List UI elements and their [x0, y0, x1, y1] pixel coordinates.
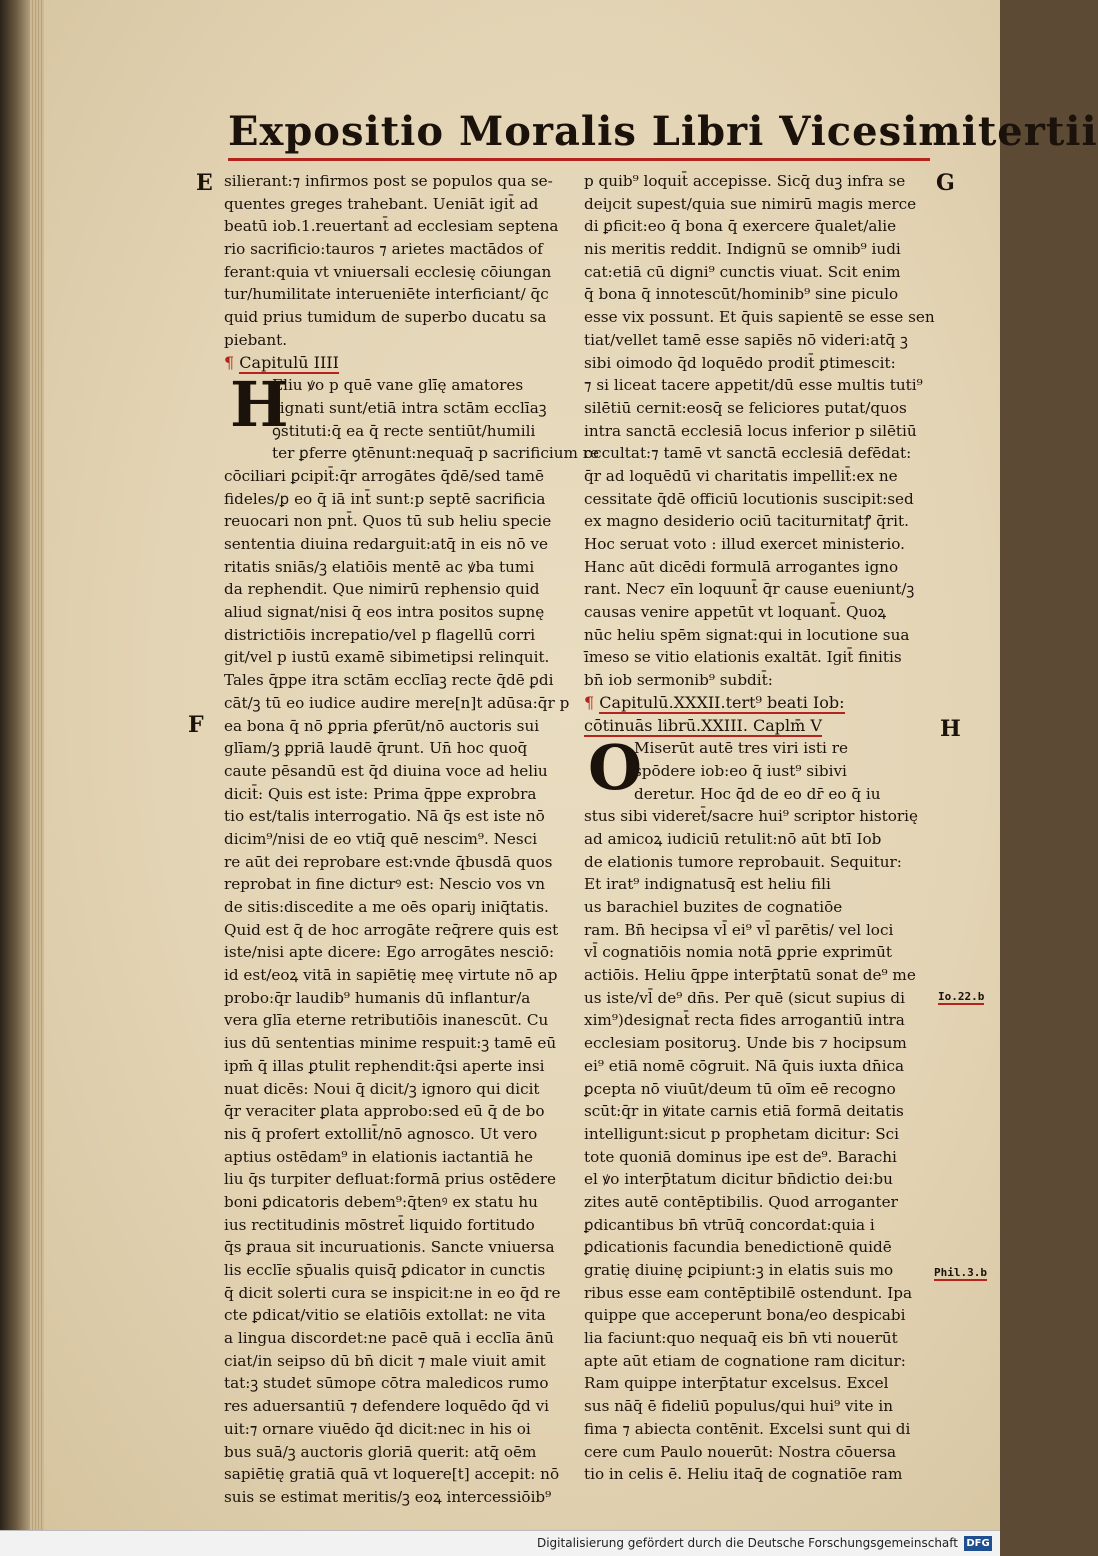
text-line: esse vix possunt. Et q̄uis sapientē se esse sen: [584, 308, 935, 327]
text-line: silētiū cernit:eosq̄ se feliciores putat/quos: [584, 398, 907, 417]
text-line: ius rectitudinis mōstret̄ liquido fortitudo: [224, 1215, 535, 1234]
text-line: tat:ꝫ studet sūmope cōtra maledicos rumo: [224, 1374, 549, 1393]
margin-ref-phil: Phil.3.b: [934, 1266, 987, 1279]
text-line: spōdere iob:eo q̄ iust⁹ sibivi: [634, 761, 847, 780]
text-line: caute pēsandū est q̄d diuina voce ad heliu: [224, 761, 548, 780]
running-title: Expositio Moralis Libri Vicesimitertii: [228, 108, 1098, 155]
text-line: q̄r veraciter ꝑlata approbo:sed eū q̄ de bo: [224, 1102, 545, 1121]
text-line: actiōis. Heliu q̄ppe interp̄tatū sonat de⁹ me: [584, 966, 916, 985]
text-line: occultat:⁊ tamē vt sanctā ecclesiā defēdat:: [584, 444, 912, 463]
text-line: quippe que acceperunt bona/eo despicabi: [584, 1306, 906, 1325]
text-line: quentes greges trahebant. Ueniāt igit̄ ad: [224, 194, 539, 213]
text-line: ea bona q̄ nō ꝑpria ꝑferūt/nō auctoris sui: [224, 716, 540, 735]
text-line: res aduersantiū ⁊ defendere loquēdo q̄d vi: [224, 1397, 550, 1416]
text-line: ribus esse eam contēptibilē ostendunt. Ipa: [584, 1283, 912, 1302]
initial-block-right: [584, 731, 929, 805]
text-line: ritatis sniās/ꝫ elatiōis mentē ac ꝟba tumi: [224, 557, 535, 576]
text-line: scūt:q̄r in ꝟitate carnis etiā formā deitatis: [584, 1102, 904, 1121]
text-line: tio in celis ē. Heliu itaq̄ de cognatiōe ram: [584, 1465, 903, 1484]
text-line: deiȷcit supest/quia sue nimirū magis merce: [584, 194, 917, 213]
text-line: tote quoniā dominus ipe est de⁹. Barachi: [584, 1147, 897, 1166]
margin-ref-io: Io.22.b: [938, 990, 985, 1003]
text-line: deretur. Hoc q̄d de eo dr̄ eo q̄ iu: [634, 784, 881, 803]
text-line: liu q̄s turpiter defluat:formā prius ostēdere: [224, 1170, 557, 1189]
right-body-lines: [584, 805, 929, 1486]
left-body-lines: [224, 465, 569, 1509]
text-line: cte ꝑdicat/vitio se elatiōis extollat: ne vita: [224, 1306, 546, 1325]
text-line: da rephendit. Que nimirū rephensio quid: [224, 580, 540, 599]
text-line: nis meritis reddit. Indignū se omnib⁹ iudi: [584, 240, 901, 259]
text-line: Ram quippe interp̄tatur excelsus. Excel: [584, 1374, 889, 1393]
text-line: vl̄ cognatiōis nomia notā ꝑprie exprimūt: [584, 943, 893, 962]
text-line: Miserūt autē tres viri isti re: [634, 739, 848, 758]
text-line: ad amicoꝝ iudiciū retulit:nō aūt btī Iob: [584, 829, 882, 848]
text-line: sententia diuina redarguit:atq̄ in eis nō ve: [224, 535, 548, 553]
text-line: ciat/in seipso dū bn̄ dicit ⁊ male viuit amit: [224, 1351, 546, 1370]
text-line: fideles/ꝑ eo q̄ iā int̄ sunt:p septē sacrificia: [224, 489, 546, 508]
paragraph-mark-icon: ¶: [224, 352, 235, 372]
text-line: intra sanctā ecclesiā locus inferior p silētiū: [584, 421, 917, 440]
text-line: ecclesiam positoruꝫ. Unde bis ⁊ hocipsum: [584, 1034, 907, 1053]
text-line: q̄ dicit solerti cura se inspicit:ne in eo q̄d re: [224, 1283, 561, 1302]
text-line: cessitate q̄dē officiū locutionis suscipit:sed: [584, 489, 914, 508]
text-line: tur/humilitate interueniēte interficiant/ q̄c: [224, 285, 549, 304]
capitulum-label: Capitulū IIII: [239, 352, 339, 372]
text-line: el ꝟo interp̄tatum dicitur bn̄dictio dei:bu: [584, 1170, 893, 1189]
left-text-column: [224, 170, 599, 1509]
text-line: apte aūt etiam de cognatione ram dicitur:: [584, 1351, 906, 1370]
text-line: ⁊ si liceat tacere appetit/dū esse multis tuti⁹: [584, 376, 923, 395]
text-line: sibi oimodo q̄d loquēdo prodit̄ ꝑtimescit:: [584, 353, 896, 372]
right-top-lines: [584, 170, 935, 692]
text-line: ei⁹ etiā nomē cōgruit. Nā q̄uis iuxta dn̄ica: [584, 1056, 905, 1075]
text-line: beatū iob.1.reuertant̄ ad ecclesiam septena: [224, 217, 559, 236]
text-line: signati sunt/etiā intra sctām ecclīaꝫ: [272, 398, 547, 417]
text-line: a lingua discordet:ne pacē quā i ecclīa ānū: [224, 1329, 554, 1348]
text-line: nuat dicēs: Noui q̄ dicit/ꝫ ignoro qui dicit: [224, 1079, 540, 1098]
page-edges: [30, 0, 45, 1530]
text-line: īmeso se vitio elationis exaltāt. Igit̄ finitis: [584, 648, 902, 667]
text-line: glīam/ꝫ ꝑpriā laudē q̄runt. Un̄ hoc quoq̄: [224, 739, 528, 758]
initial-block-left: [224, 368, 599, 465]
margin-letter-g: G: [936, 170, 955, 196]
margin-letter-h: H: [940, 716, 961, 742]
text-line: districtiōis increpatio/vel p flagellū corri: [224, 625, 536, 644]
text-line: Hoc seruat voto : illud exercet ministerio.: [584, 535, 906, 553]
text-line: probo:q̄r laudib⁹ humanis dū inflantur/a: [224, 988, 531, 1007]
text-line: ex magno desiderio ociū taciturnitatꝭ q̄rit.: [584, 512, 909, 531]
text-line: dicim⁹/nisi de eo vtiq̄ quē nescim⁹. Nesci: [224, 829, 538, 848]
text-line: ter ꝑferre ꝯtēnunt:nequaq̄ p sacrificium re: [272, 444, 599, 463]
text-line: p quib⁹ loquit̄ accepisse. Sicq̄ duꝫ infra se: [584, 172, 906, 190]
text-line: ferant:quia vt vniuersali ecclesię cōiungan: [224, 262, 552, 281]
text-line: ꝯstituti:q̄ ea q̄ recte sentiūt/humili: [272, 421, 536, 440]
text-line: ꝑdicationis facundia benedictionē quidē: [584, 1238, 892, 1257]
capitulum-heading-right-1: [584, 692, 929, 715]
text-line: us iste/vl̄ de⁹ dn̄s. Per quē (sicut supius di: [584, 988, 905, 1007]
text-line: gratię diuinę ꝑcipiunt:ꝫ in elatis suis mo: [584, 1261, 894, 1279]
capitulum-line-1: Capitulū.XXXII.tert⁹ beati Iob:: [599, 692, 845, 712]
text-line: id est/eoꝝ vitā in sapiētię meę virtute nō ap: [224, 966, 558, 985]
text-line: de elationis tumore reprobauit. Sequitur:: [584, 852, 902, 871]
text-line: fima ⁊ abiecta contēnit. Excelsi sunt qui di: [584, 1419, 911, 1438]
capitulum-line-2: cōtinuās librū.XXIII. Caplm̄ V: [584, 715, 822, 735]
text-line: uit:⁊ ornare viuēdo q̄d dicit:nec in his oi: [224, 1419, 531, 1438]
text-line: cere cum Paulo nouerūt: Nostra cōuersa: [584, 1442, 897, 1461]
text-line: piebant.: [224, 330, 288, 349]
left-top-lines: [224, 170, 569, 352]
text-line: dicit̄: Quis est iste: Prima q̄ppe exprobra: [224, 784, 537, 803]
digitization-footer: [0, 1530, 1000, 1556]
text-line: suis se estimat meritis/ꝫ eoꝝ intercessiōib⁹: [224, 1487, 552, 1506]
text-line: ram. Bn̄ hecipsa vl̄ ei⁹ vl̄ parētis/ vel loci: [584, 920, 894, 939]
text-line: q̄ bona q̄ innotescūt/hominib⁹ sine piculo: [584, 285, 899, 304]
drop-cap-o: O: [588, 731, 643, 805]
text-line: cōciliari ꝑcipit̄:q̄r arrogātes q̄dē/sed tamē: [224, 466, 544, 485]
text-line: aptius ostēdam⁹ in elationis iactantiā he: [224, 1147, 533, 1166]
text-line: ius dū sententias minime respuit:ꝫ tamē eū: [224, 1034, 557, 1053]
footer-credit: Digitalisierung gefördert durch die Deutsche Forschungsgemeinschaft: [536, 1536, 958, 1550]
text-line: iste/nisi apte dicere: Ego arrogātes nesciō:: [224, 943, 555, 962]
text-line: cāt/ꝫ tū eo iudice audire mere[n]t adūsa:q̄r p: [224, 693, 570, 712]
right-text-column: [584, 170, 935, 1486]
text-line: nis q̄ profert extollit̄/nō agnosco. Ut vero: [224, 1124, 538, 1143]
text-line: re aūt dei reprobare est:vnde q̄busdā quos: [224, 852, 553, 871]
text-line: Eliu ꝟo p quē vane glīę amatores: [272, 376, 524, 395]
text-line: us barachiel buzites de cognatiōe: [584, 898, 843, 916]
text-line: bus suā/ꝫ auctoris gloriā querit: atq̄ oēm: [224, 1442, 537, 1461]
text-line: Quid est q̄ de hoc arrogāte req̄rere quis est: [224, 920, 559, 939]
text-line: ꝑcepta nō viuūt/deum tū oīm eē recogno: [584, 1079, 896, 1098]
text-line: zites autē contēptibilis. Quod arroganter: [584, 1192, 898, 1211]
text-line: quid prius tumidum de superbo ducatu sa: [224, 308, 547, 327]
text-line: bn̄ iob sermonib⁹ subdit̄:: [584, 671, 773, 690]
text-line: q̄r ad loquēdū vi charitatis impellit̄:ex ne: [584, 466, 898, 485]
title-rule: [228, 158, 930, 161]
text-line: vera glīa eterne retributiōis inanescūt. Cu: [224, 1011, 549, 1030]
text-line: de sitis:discedite a me oēs opariȷ iniq̄tatis.: [224, 898, 549, 916]
text-line: reuocari non pnt̄. Quos tū sub heliu specie: [224, 512, 552, 531]
text-line: rant. Nec⁊ eīn loquunt̄ q̄r cause eueniunt/ꝫ: [584, 580, 915, 599]
text-line: q̄s ꝑraua sit incuruationis. Sancte vniuersa: [224, 1238, 555, 1257]
text-line: di ꝑficit:eo q̄ bona q̄ exercere q̄ualet/alie: [584, 217, 897, 236]
text-line: reprobat in fine dicturꝰ est: Nescio vos vn: [224, 875, 546, 894]
text-line: rio sacrificio:tauros ⁊ arietes mactādos of: [224, 240, 543, 259]
text-line: nūc heliu spēm signat:qui in locutione sua: [584, 625, 910, 644]
text-line: lis ecclīe sp̄ualis quisq̄ ꝑdicator in cunctis: [224, 1261, 546, 1279]
dfg-logo: DFG: [964, 1536, 992, 1551]
text-line: cat:etiā cū digni⁹ cunctis viuat. Scit enim: [584, 262, 901, 281]
margin-letter-e: E: [196, 170, 213, 196]
text-line: xim⁹)designat̄ recta fides arrogantiū intra: [584, 1011, 905, 1030]
text-line: aliud signat/nisi q̄ eos intra positos supnę: [224, 603, 545, 622]
text-line: ipm̄ q̄ illas ꝑtulit rephendit:q̄si aperte insi: [224, 1056, 545, 1075]
text-line: Et irat⁹ indignatusq̄ est heliu fili: [584, 875, 831, 894]
text-line: Hanc aūt dicēdi formulā arrogantes igno: [584, 557, 899, 576]
text-line: sapiētię gratiā quā vt loquere[t] accepit: nō: [224, 1465, 560, 1484]
text-line: sus nāq̄ ē fideliū populus/qui hui⁹ vite in: [584, 1397, 894, 1416]
text-line: git/vel p iustū examē sibimetipsi relinquit.: [224, 648, 550, 667]
text-line: intelligunt:sicut p prophetam dicitur: Sci: [584, 1124, 900, 1143]
text-line: ꝑdicantibus bn̄ vtrūq̄ concordat:quia i: [584, 1215, 875, 1234]
text-line: lia faciunt:quo nequaq̄ eis bn̄ vti nouerūt: [584, 1329, 898, 1348]
text-line: silierant:⁊ infirmos post se populos qua se-: [224, 172, 553, 190]
text-line: tio est/talis interrogatio. Nā q̄s est iste nō: [224, 807, 545, 826]
text-line: boni ꝑdicatoris debem⁹:q̄tenꝰ ex statu hu: [224, 1192, 538, 1211]
drop-cap-h: H: [230, 368, 289, 442]
text-line: Tales q̄ppe itra sctām ecclīaꝫ recte q̄dē ꝑdi: [224, 671, 554, 690]
paragraph-mark-icon: ¶: [584, 692, 595, 712]
text-line: causas venire appetūt vt loquant̄. Quoꝝ: [584, 603, 887, 622]
text-line: tiat/vellet tamē esse sapiēs nō videri:atq̄ ꝫ: [584, 330, 908, 349]
text-line: stus sibi videret̄/sacre hui⁹ scriptor historię: [584, 807, 918, 826]
margin-letter-f: F: [188, 712, 204, 738]
